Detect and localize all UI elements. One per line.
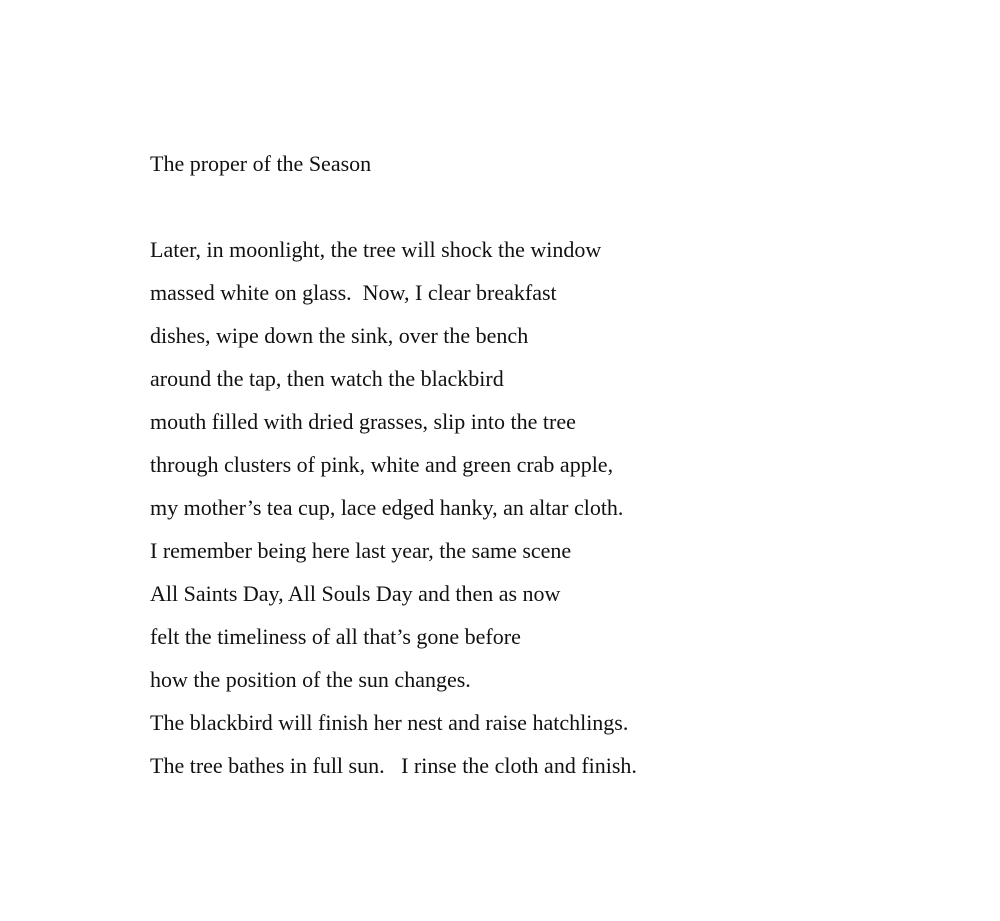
poem-line: Later, in moonlight, the tree will shock the window	[150, 237, 602, 262]
poem-line: The tree bathes in full sun. I rinse the cloth and finish.	[150, 753, 637, 778]
poem-body	[150, 236, 637, 795]
poem-line: around the tap, then watch the blackbird	[150, 366, 504, 391]
poem-line: how the position of the sun changes.	[150, 667, 471, 692]
poem-line: All Saints Day, All Souls Day and then as now	[150, 581, 561, 606]
poem-line: The blackbird will finish her nest and raise hatchlings.	[150, 710, 629, 735]
poem-line: felt the timeliness of all that’s gone before	[150, 624, 521, 649]
poem-line: I remember being here last year, the same scene	[150, 538, 572, 563]
poem-title: The proper of the Season	[150, 151, 372, 176]
poem-line: dishes, wipe down the sink, over the bench	[150, 323, 529, 348]
poem-line: through clusters of pink, white and green crab apple,	[150, 452, 614, 477]
poem-line: massed white on glass. Now, I clear breakfast	[150, 280, 557, 305]
poem-line: mouth filled with dried grasses, slip into the tree	[150, 409, 576, 434]
poem-line: my mother’s tea cup, lace edged hanky, an altar cloth.	[150, 495, 624, 520]
